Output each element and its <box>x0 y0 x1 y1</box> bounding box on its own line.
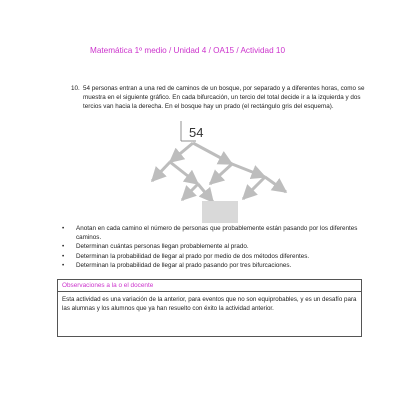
problem-statement <box>71 84 366 112</box>
path-c-left <box>182 184 198 200</box>
task-item <box>62 224 367 242</box>
task-text: Determinan la probabilidad de llegar al prado por medio de dos métodos diferentes. <box>76 252 310 260</box>
teacher-observations-box <box>57 279 362 337</box>
start-count-label: 54 <box>189 125 204 140</box>
path-root-left <box>170 143 193 162</box>
task-item <box>62 252 367 261</box>
task-list <box>62 224 367 270</box>
path-c-right <box>198 184 213 202</box>
bullet-icon: • <box>62 261 65 269</box>
task-item <box>62 242 367 251</box>
observations-body: Esta actividad es una variación de la anterior, para eventos que no son equiprobables, y es un desafío para las alumnas y los alumnos que ya han resuelto con éxito la actividad anterior. <box>62 296 357 313</box>
meadow-rectangle <box>202 201 238 223</box>
observations-title: Observaciones a la o el docente <box>58 280 361 292</box>
problem-text: 54 personas entran a una red de caminos de un bosque, por separado y a diferentes horas, como se muestra en el siguiente gráfico. En cada bifurcación, un tercio del total decide ir a la izquierda y dos tercios van hacia la derecha. En el bosque hay un prado (el rectángulo gris del esquema). <box>83 85 365 111</box>
path-a-right <box>170 162 198 184</box>
bullet-icon: • <box>62 243 65 251</box>
task-text: Anotan en cada camino el número de personas que probablemente están pasando por los diferentes caminos. <box>76 225 358 242</box>
path-root-right <box>193 143 232 164</box>
problem-number: 10. <box>71 85 80 92</box>
path-d-left <box>243 177 265 199</box>
path-b-left <box>210 164 232 184</box>
path-d-right <box>265 177 286 192</box>
path-a-left <box>152 162 170 181</box>
task-text: Determinan la probabilidad de llegar al prado pasando por tres bifurcaciones. <box>76 261 292 269</box>
task-item <box>62 261 367 270</box>
forest-path-diagram <box>140 117 305 232</box>
bullet-icon: • <box>62 225 65 232</box>
bullet-icon: • <box>62 252 65 260</box>
path-b-right <box>232 164 265 177</box>
task-text: Determinan cuántas personas llegan probablemente al prado. <box>76 243 249 251</box>
page-header: Matemática 1º medio / Unidad 4 / OA15 / Actividad 10 <box>90 46 286 55</box>
